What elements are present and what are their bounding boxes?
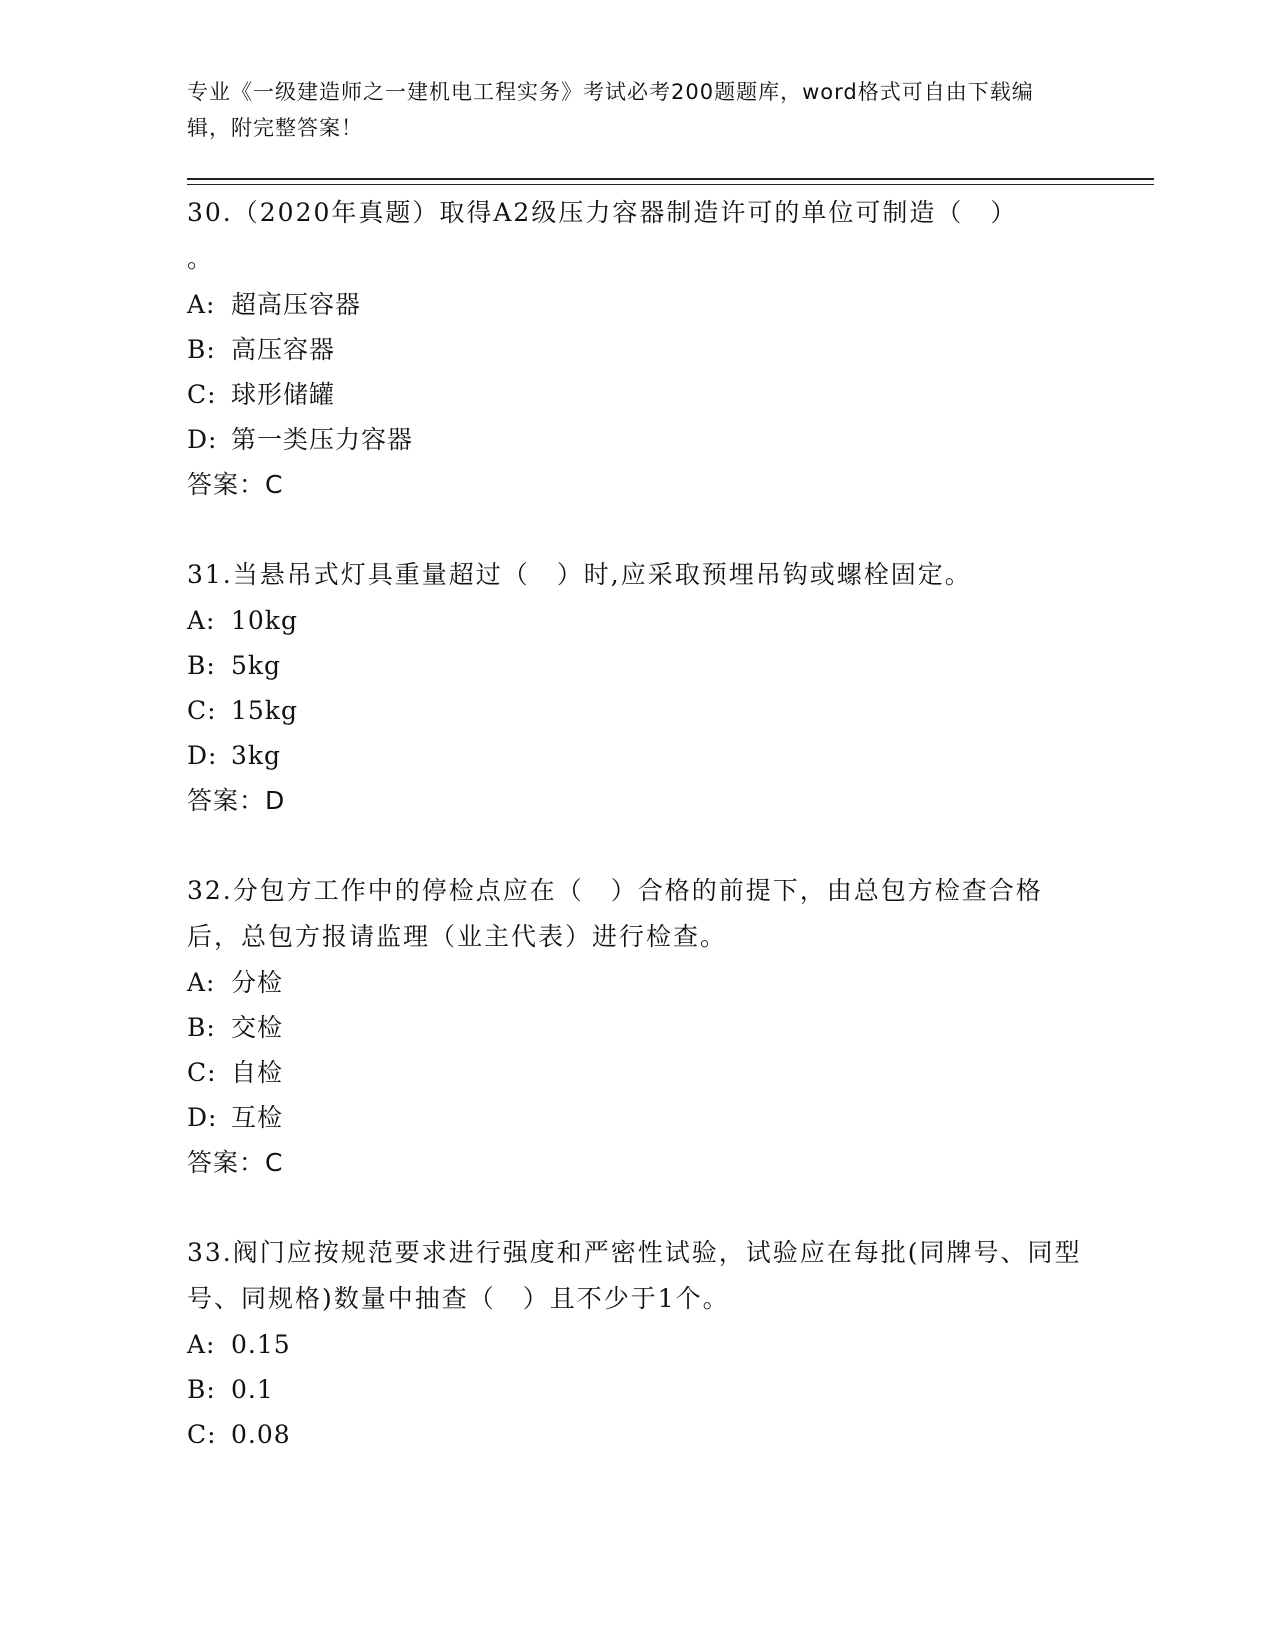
option-text: 0.08: [231, 1420, 291, 1449]
question-stem-text: 30.（2020年真题）取得A2级压力容器制造许可的单位可制造（ ）: [187, 198, 1018, 227]
question-stem: [187, 1230, 1087, 1322]
option-letter: B:: [187, 651, 216, 680]
option-text: 0.15: [231, 1330, 291, 1359]
option-text: 自检: [231, 1058, 284, 1087]
question-stem: [187, 868, 1087, 960]
option-text: 超高压容器: [231, 290, 362, 319]
question-stem: [187, 552, 1087, 598]
option-c: [187, 688, 1087, 733]
question-stem-text: 32.分包方工作中的停检点应在（ ）合格的前提下，由总包方检查合格后，总包方报请监理（业主代表）进行检查。: [187, 876, 1043, 951]
option-letter: A:: [187, 290, 216, 319]
question-list: [187, 190, 1087, 1502]
option-a: [187, 1322, 1087, 1367]
option-letter: D:: [187, 741, 218, 770]
option-letter: B:: [187, 335, 216, 364]
header-divider-thin: [187, 184, 1154, 185]
option-d: [187, 417, 1087, 462]
option-text: 分检: [231, 968, 284, 997]
option-letter: A:: [187, 1330, 216, 1359]
option-c: [187, 372, 1087, 417]
question-stem-text: 31.当悬吊式灯具重量超过（ ）时,应采取预埋吊钩或螺栓固定。: [187, 560, 972, 589]
answer-line: 答案：C: [187, 470, 284, 499]
option-letter: B:: [187, 1013, 216, 1042]
option-letter: C:: [187, 696, 217, 725]
option-text: 互检: [231, 1103, 284, 1132]
option-text: 高压容器: [231, 335, 336, 364]
question-stem-text: 33.阀门应按规范要求进行强度和严密性试验，试验应在每批(同牌号、同型号、同规格)数量中抽查（ ）且不少于1个。: [187, 1238, 1082, 1313]
option-letter: D:: [187, 1103, 218, 1132]
answer-line: 答案：C: [187, 1148, 284, 1177]
option-d: [187, 733, 1087, 778]
option-a: [187, 598, 1087, 643]
option-text: 第一类压力容器: [231, 425, 414, 454]
option-letter: C:: [187, 1420, 217, 1449]
option-letter: B:: [187, 1375, 216, 1404]
option-text: 5kg: [231, 651, 282, 680]
option-a: [187, 282, 1087, 327]
option-letter: D:: [187, 425, 218, 454]
option-b: [187, 1367, 1087, 1412]
question-32: [187, 868, 1087, 1185]
question-30: [187, 190, 1087, 507]
option-c: [187, 1412, 1087, 1457]
question-33: [187, 1230, 1087, 1457]
header-divider-thick: [187, 178, 1154, 180]
question-stem-tail: 。: [187, 244, 215, 273]
option-a: [187, 960, 1087, 1005]
question-31: [187, 552, 1087, 823]
option-letter: C:: [187, 1058, 217, 1087]
option-d: [187, 1095, 1087, 1140]
option-letter: A:: [187, 968, 216, 997]
option-c: [187, 1050, 1087, 1095]
option-text: 0.1: [231, 1375, 274, 1404]
option-text: 球形储罐: [231, 380, 336, 409]
option-b: [187, 327, 1087, 372]
question-stem: [187, 190, 1087, 282]
document-header: 专业《一级建造师之一建机电工程实务》考试必考200题题库，word格式可自由下载编辑，附完整答案！: [187, 80, 1034, 140]
answer-line: 答案：D: [187, 786, 286, 815]
option-letter: C:: [187, 380, 217, 409]
option-text: 15kg: [231, 696, 298, 725]
option-text: 交检: [231, 1013, 284, 1042]
option-text: 10kg: [231, 606, 298, 635]
option-b: [187, 643, 1087, 688]
option-b: [187, 1005, 1087, 1050]
option-text: 3kg: [231, 741, 282, 770]
option-letter: A:: [187, 606, 216, 635]
